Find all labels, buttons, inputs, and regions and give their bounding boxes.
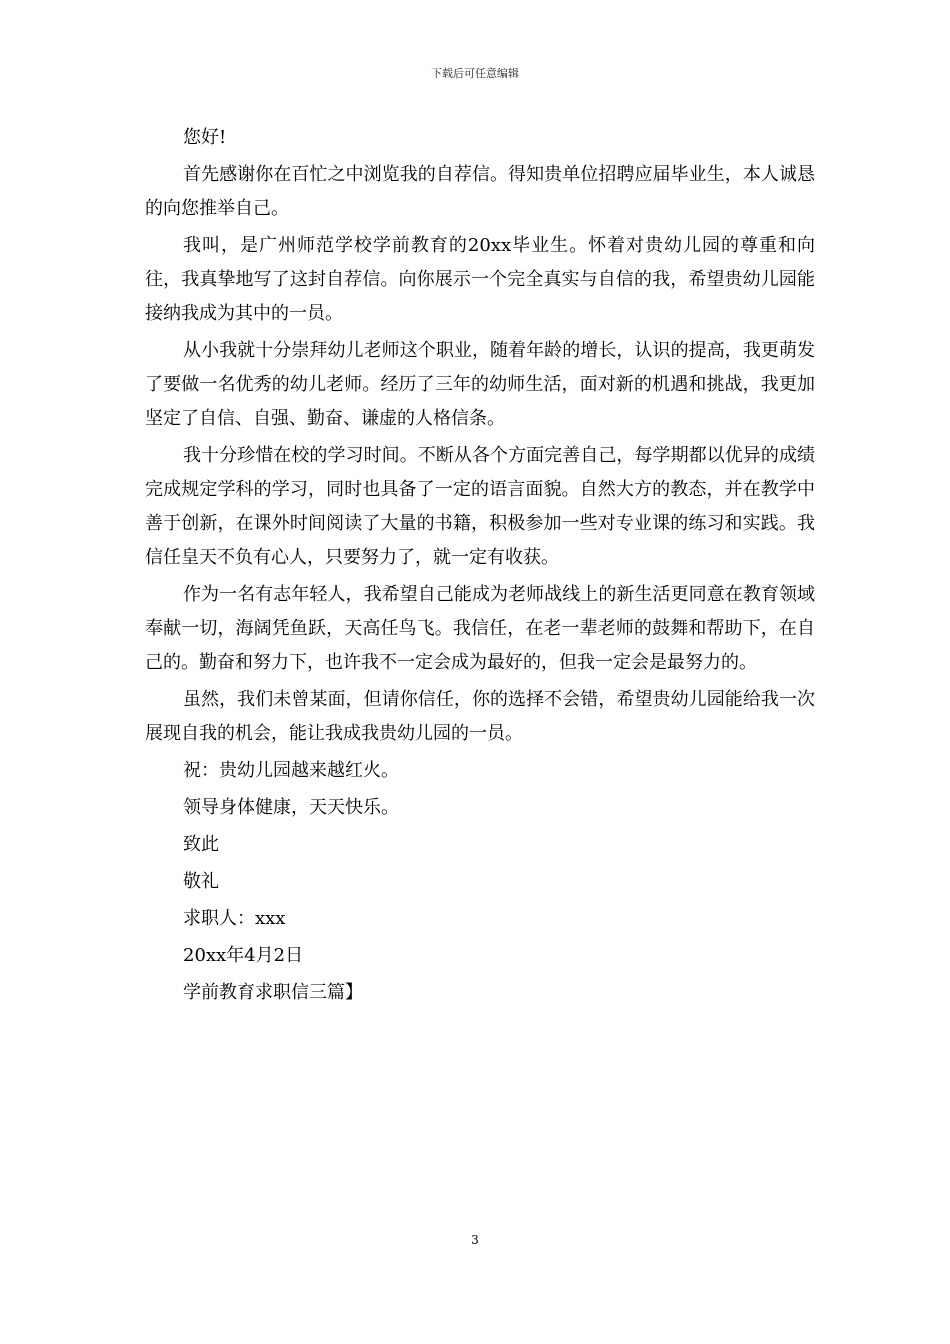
wish-line-2: 领导身体健康，天天快乐。 (183, 797, 399, 818)
paragraph-study: 我十分珍惜在校的学习时间。不断从各个方面完善自己，每学期都以优异的成绩完成规定学科的学习，同时也具备了一定的语言面貌。自然大方的教态，并在教学中善于创新，在课外时间阅读了大量的书籍，积极参加一些对专业课的练习和实践。我信任皇天不负有心人，只要努力了，就一定有收获。 (145, 445, 815, 568)
paragraph-aspiration: 作为一名有志年轻人，我希望自己能成为老师战线上的新生活更同意在教育领域奉献一切，海阔凭鱼跃，天高任鸟飞。我信任，在老一辈老师的鼓舞和帮助下，在自己的。勤奋和努力下，也许我不一定会成为最好的，但我一定会是最努力的。 (145, 584, 815, 673)
page-header: 下载后可任意编辑 (431, 67, 519, 80)
paragraph-self-intro: 我叫，是广州师范学校学前教育的20xx毕业生。怀着对贵幼儿园的尊重和向往，我真挚地写了这封自荐信。向你展示一个完全真实与自信的我，希望贵幼儿园能接纳我成为其中的一员。 (145, 235, 815, 324)
paragraph-request: 虽然，我们未曾某面，但请你信任，你的选择不会错，希望贵幼儿园能给我一次展现自我的机会，能让我成我贵幼儿园的一员。 (145, 689, 815, 744)
letter-body (145, 121, 815, 1013)
closing-line: 致此 (183, 834, 219, 855)
paragraph-intro: 首先感谢你在百忙之中浏览我的自荐信。得知贵单位招聘应届毕业生，本人诚恳的向您推举自己。 (145, 164, 815, 219)
wish-line: 祝：贵幼儿园越来越红火。 (183, 760, 399, 781)
date-line: 20xx年4月2日 (183, 945, 304, 966)
paragraph-motivation: 从小我就十分崇拜幼儿老师这个职业，随着年龄的增长，认识的提高，我更萌发了要做一名优秀的幼儿老师。经历了三年的幼师生活，面对新的机遇和挑战，我更加坚定了自信、自强、勤奋、谦虚的人格信条。 (145, 340, 815, 429)
page-number: 3 (471, 1233, 479, 1247)
signature-line: 求职人：xxx (183, 908, 286, 929)
greeting: 您好! (183, 127, 227, 148)
salute-line: 敬礼 (183, 871, 219, 892)
next-section-title: 学前教育求职信三篇】 (183, 982, 363, 1003)
